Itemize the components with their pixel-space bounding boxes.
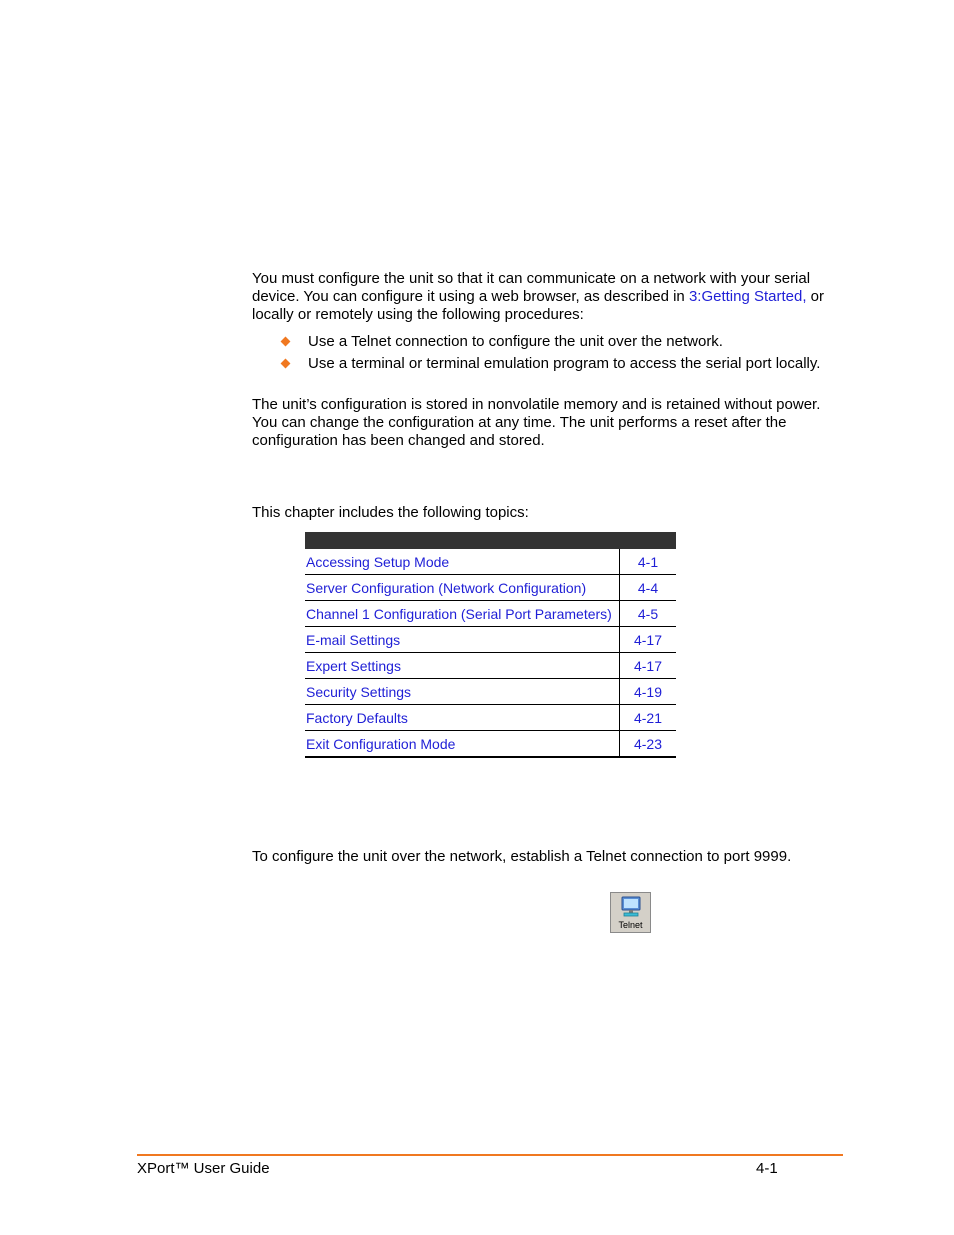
intro-text-after: or locally or remotely using the following procedures: [252,288,825,323]
footer-title: XPort™ User Guide [137,1160,270,1177]
table-header-cell [305,532,620,549]
table-header-row [305,532,676,549]
table-row [305,549,676,575]
footer-divider [137,1154,843,1156]
getting-started-link[interactable]: 3:Getting Started, [688,288,807,305]
table-row [305,705,676,731]
topic-link[interactable]: E-mail Settings [305,627,620,653]
topic-page-link[interactable]: 4-17 [620,653,677,679]
telnet-paragraph: To configure the unit over the network, establish a Telnet connection to port 9999. [252,848,792,865]
table-row [305,679,676,705]
topic-page-link[interactable]: 4-5 [620,601,677,627]
config-paragraph: The unit’s configuration is stored in nonvolatile memory and is retained without power. You can change the configuration at any time. The unit performs a reset after the configuration has been changed and stored. [252,396,821,449]
diamond-bullet-icon [281,337,291,347]
table-row [305,601,676,627]
topic-link[interactable]: Expert Settings [305,653,620,679]
telnet-icon-caption: Telnet [618,920,643,930]
list-item-text: Use a Telnet connection to configure the unit over the network. [308,333,723,350]
list-item-text: Use a terminal or terminal emulation program to access the serial port locally. [308,355,821,372]
topic-link[interactable]: Channel 1 Configuration (Serial Port Parameters) [305,601,620,627]
topic-page-link[interactable]: 4-21 [620,705,677,731]
table-row [305,653,676,679]
footer-page-number: 4-1 [756,1160,778,1177]
topic-link[interactable]: Exit Configuration Mode [305,731,620,758]
topic-link[interactable]: Factory Defaults [305,705,620,731]
table-row [305,627,676,653]
topics-intro: This chapter includes the following topics: [252,504,529,521]
telnet-computer-icon [619,896,643,918]
intro-paragraph [252,270,842,324]
topic-link[interactable]: Security Settings [305,679,620,705]
topic-page-link[interactable]: 4-23 [620,731,677,758]
list-item [278,355,838,373]
telnet-icon[interactable] [610,892,651,933]
table-header-cell [620,532,677,549]
topics-table [305,532,676,758]
intro-text-before: You must configure the unit so that it can communicate on a network with your serial device. You can configure it using a web browser, as described in [252,270,811,305]
list-item [278,333,838,351]
topic-page-link[interactable]: 4-17 [620,627,677,653]
topic-page-link[interactable]: 4-1 [620,549,677,575]
diamond-bullet-icon [281,359,291,369]
topic-link[interactable]: Accessing Setup Mode [305,549,620,575]
table-row [305,731,676,758]
topic-page-link[interactable]: 4-19 [620,679,677,705]
procedure-list [278,333,838,377]
topic-page-link[interactable]: 4-4 [620,575,677,601]
topic-link[interactable]: Server Configuration (Network Configuration) [305,575,620,601]
table-row [305,575,676,601]
